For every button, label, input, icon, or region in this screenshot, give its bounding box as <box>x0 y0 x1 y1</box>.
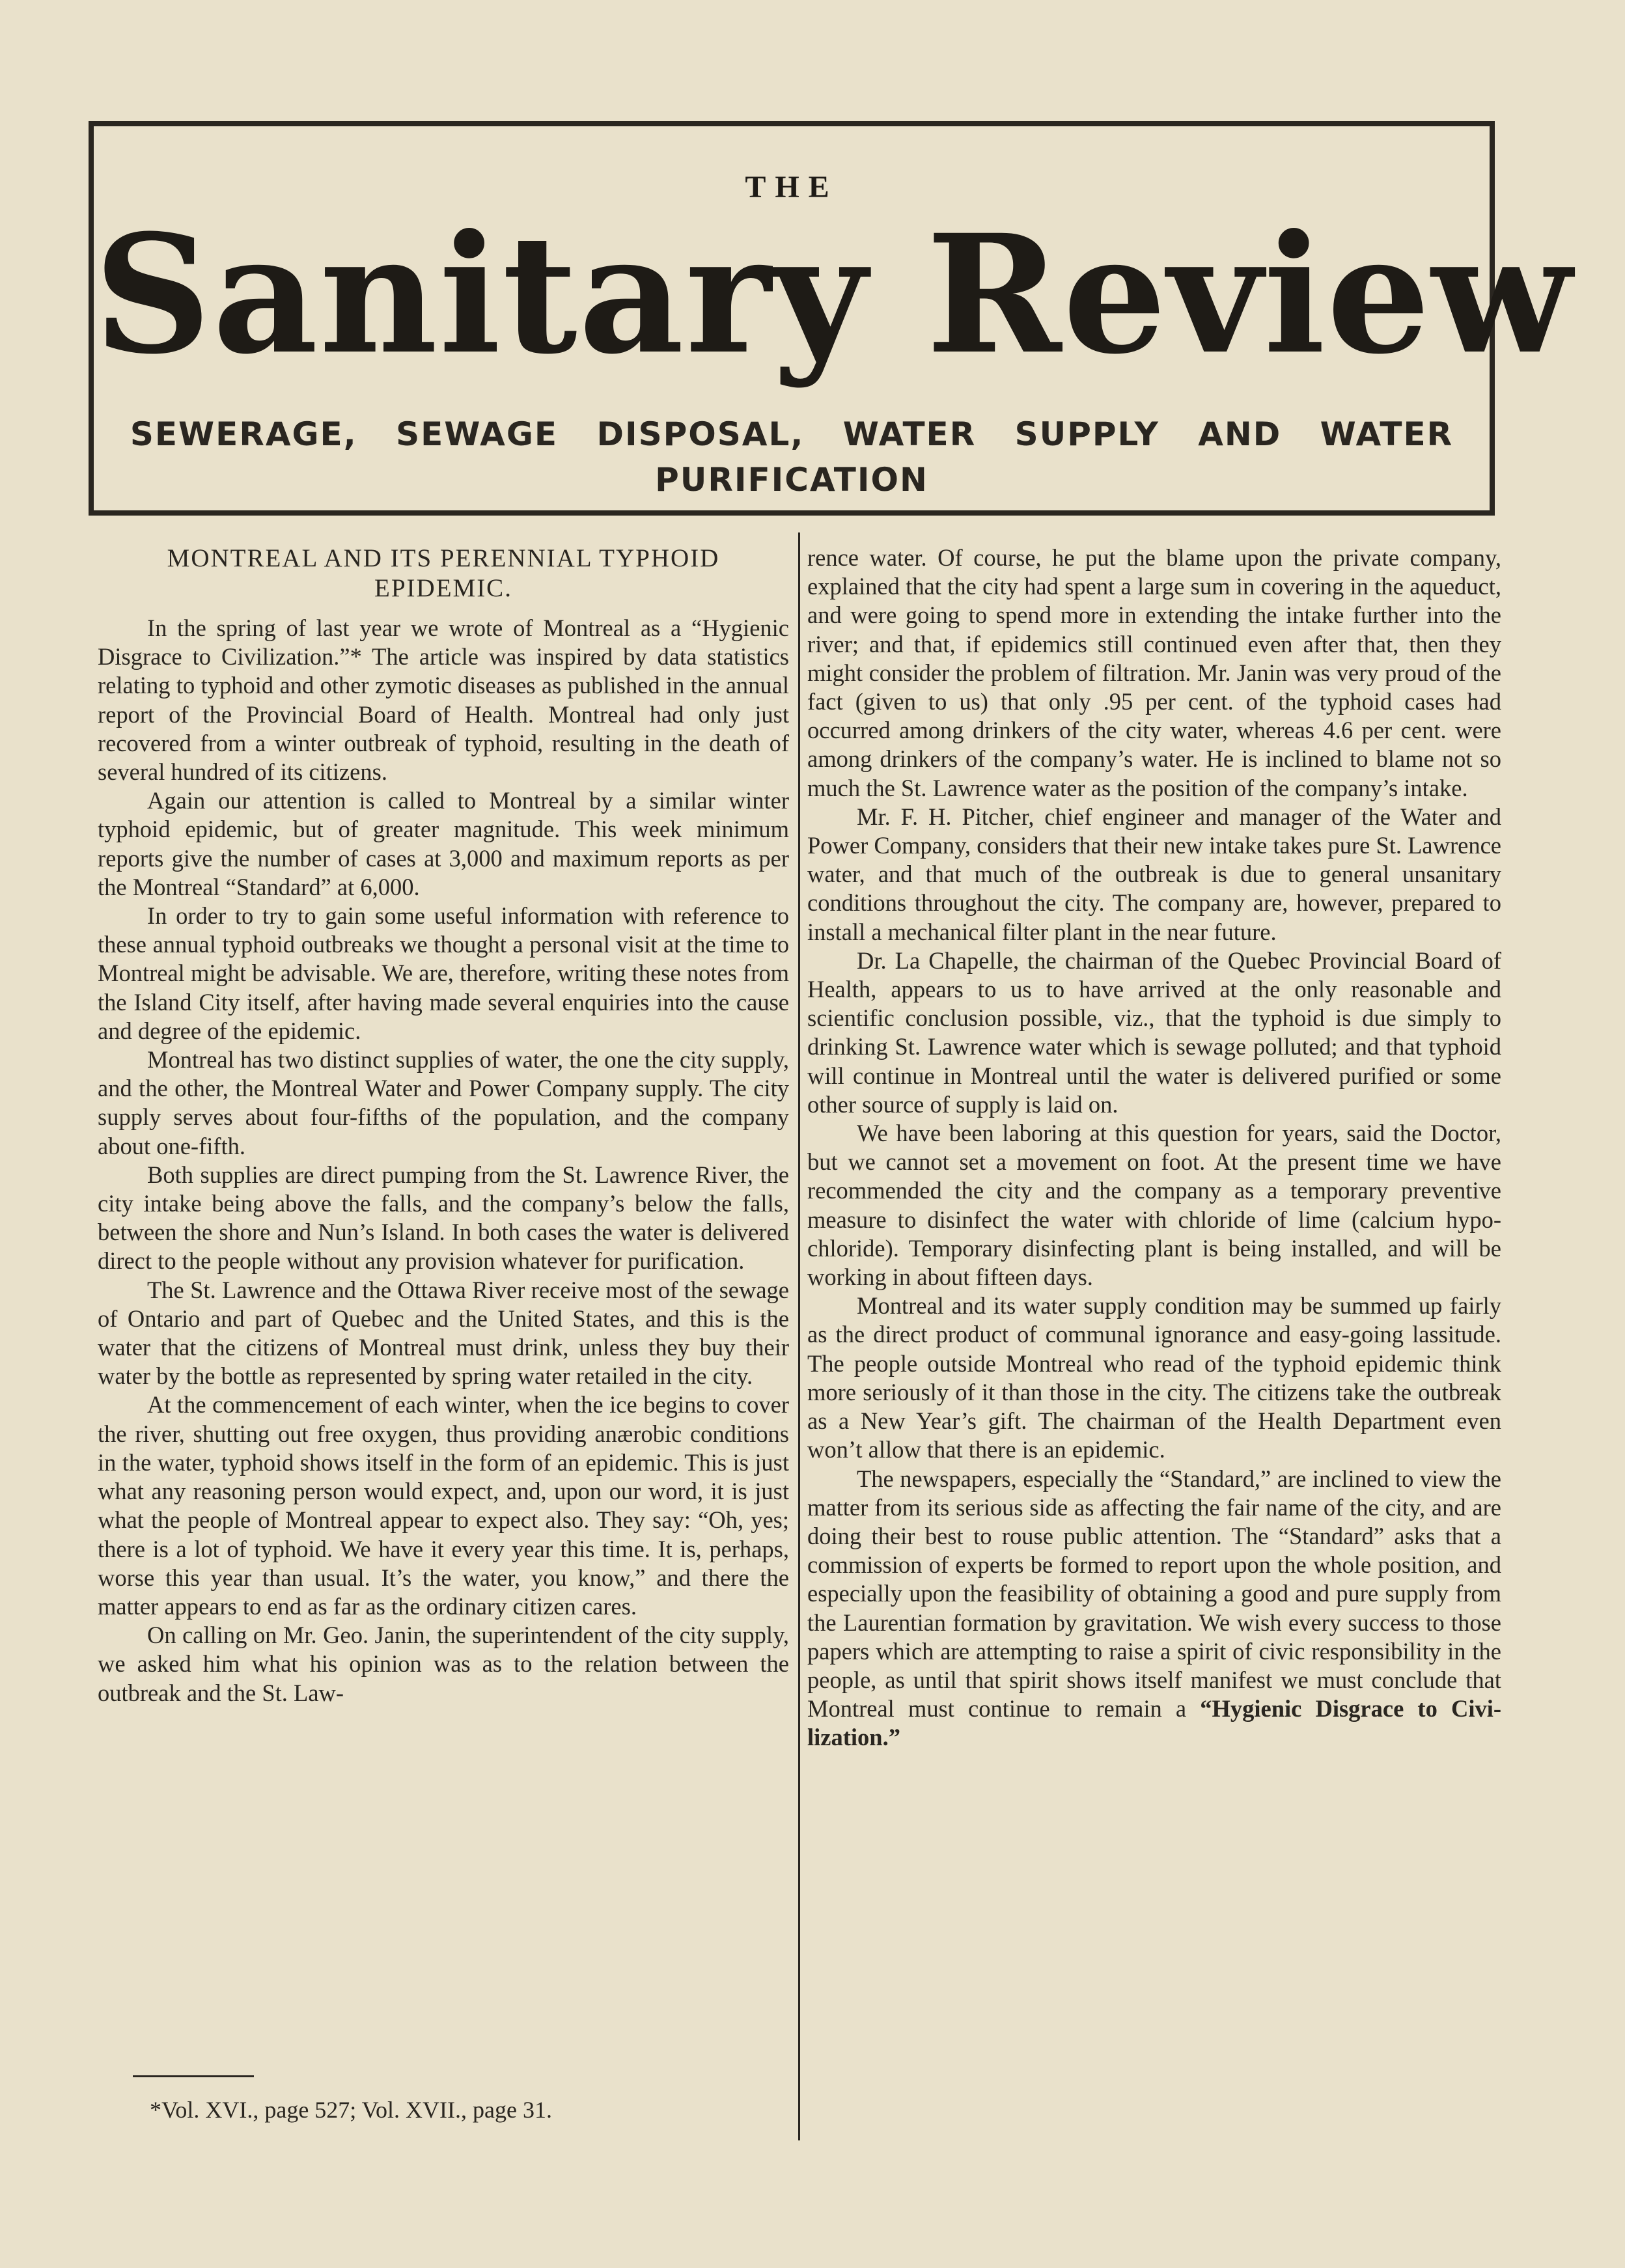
paragraph: Mr. F. H. Pitcher, chief engineer and manager of the Water and Power Company, considers that their new intake takes pure St. Lawrence water, and that much of the outbreak is due to general unsanitary conditions throughout the city. The company are, however, prepared to install a mechanical filter plant in the near future. <box>807 803 1501 945</box>
paragraph: The St. Lawrence and the Ottawa River receive most of the sewage of Ontario and part of Quebec and the United States, and this is the water that the citizens of Montreal must drink, unless they buy their water by the bottle as represented by spring water retailed in the city. <box>98 1276 789 1390</box>
column-divider <box>798 532 800 2140</box>
paragraph: Montreal and its water supply condition may be summed up fairly as the direct product of communal ignorance and easy-going lassitude. The people outside Montreal who read of the typhoid epidemic think more seriously of it than those in the city. The citizens take the outbreak as a New Year’s gift. The chairman of the Health Department even won’t allow that there is an epidemic. <box>807 1292 1501 1463</box>
paragraph: Both supplies are direct pumping from the St. Lawrence River, the city intake being above the falls, and the company’s below the falls, between the shore and Nun’s Island. In both cases the water is delivered direct to the people without any provision whatever for purification. <box>98 1161 789 1275</box>
paragraph: On calling on Mr. Geo. Janin, the superintendent of the city supply, we asked him what his opinion was as to the relation between the outbreak and the St. Law- <box>98 1622 789 1706</box>
final-paragraph-emphasis: “Hygienic Disgrace to Civilization.” <box>807 1695 1502 1751</box>
paragraph: Again our attention is called to Montreal by a similar winter typhoid epidemic, but of greater magnitude. This week minimum reports give the number of cases at 3,000 and maximum reports as per the Montreal “Standard” at 6,000. <box>98 787 789 900</box>
final-paragraph-text: The newspapers, especially the “Standard,” are inclined to view the matter from its serious side as affecting the fair name of the city, and are doing their best to rouse public attention. The “Standard” asks that a commission of experts be formed to report upon the whole position, and especially upon the feasibility of obtaining a good and pure supply from the Laurentian formation by gravitation. We wish every success to those papers which are attempting to raise a spirit of civic responsibility in the people, as until that spirit shows itself manifest we must conclude that Montreal must continue to remain a <box>807 1465 1501 1722</box>
paragraph: In the spring of last year we wrote of Montreal as a “Hygienic Disgrace to Civilization.”* The article was inspired by data statistics relating to typhoid and other zymotic diseases as published in the annual report of the Provincial Board of Health. Montreal had only just recovered from a winter outbreak of typhoid, resulting in the death of several hundred of its citizens. <box>98 615 789 786</box>
masthead-the: THE <box>745 170 839 204</box>
masthead-title: Sanitary Review <box>94 199 1574 390</box>
paragraph: In order to try to gain some useful information with reference to these annual typhoid outbreaks we thought a personal visit at the time to Montreal might be advisable. We are, therefore, writing these notes from the Island City itself, after having made several enquiries into the cause and degree of the epidemic. <box>98 902 789 1044</box>
masthead <box>89 121 1574 516</box>
footnote-rule <box>133 2075 254 2077</box>
article-headline: MONTREAL AND ITS PERENNIAL TYPHOID EPIDEMIC. <box>167 544 720 602</box>
footnote: *Vol. XVI., page 527; Vol. XVII., page 31. <box>150 2097 552 2123</box>
final-paragraph <box>807 1465 1501 1752</box>
paragraph: We have been laboring at this question for years, said the Doctor, but we cannot set a movement on foot. At the present time we have recommended the city and the company as a temporary preventive measure to disinfect the water with chloride of lime (calcium hypochloride). Temporary disinfecting plant is being installed, and will be working in about fifteen days. <box>807 1120 1501 1291</box>
right-column <box>807 544 1501 1752</box>
paragraph: Montreal has two distinct supplies of water, the one the city supply, and the other, the Montreal Water and Power Company supply. The city supply serves about four-fifths of the population, and the company about one-fifth. <box>98 1046 789 1159</box>
paragraph-continuation: rence water. Of course, he put the blame upon the private company, explained that the city had spent a large sum in covering in the aqueduct, and were going to spend more in extending the intake further into the river; and that, if epidemics still continued even after that, then they might consider the problem of filtration. Mr. Janin was very proud of the fact (given to us) that only .95 per cent. of the typhoid cases had occurred among drinkers of the city water, whereas 4.6 per cent. were among drinkers of the company’s water. He is inclined to blame not so much the St. Lawrence water as the position of the company’s intake. <box>807 544 1501 801</box>
left-column <box>98 544 789 1708</box>
paragraph: Dr. La Chapelle, the chairman of the Quebec Provincial Board of Health, appears to us to have arrived at the only reasonable and scientific conclusion possible, viz., that the typhoid is due simply to drinking St. Lawrence water which is sewage polluted; and that typhoid will continue in Montreal until the water is delivered purified or some other source of supply is laid on. <box>807 947 1501 1118</box>
paragraph: At the commencement of each winter, when the ice begins to cover the river, shutting out free oxygen, thus providing anærobic conditions in the water, typhoid shows itself in the form of an epidemic. This is just what any reasoning person would expect, and, upon our word, it is just what the people of Montreal appear to expect also. They say: “Oh, yes; there is a lot of typhoid. We have it every year this time. It is, perhaps, worse this year than usual. It’s the water, you know,” and there the matter appears to end as far as the ordinary citizen cares. <box>98 1391 789 1620</box>
masthead-subtitle: SEWERAGE, SEWAGE DISPOSAL, WATER SUPPLY AND WATER PURIFICATION <box>130 415 1454 499</box>
